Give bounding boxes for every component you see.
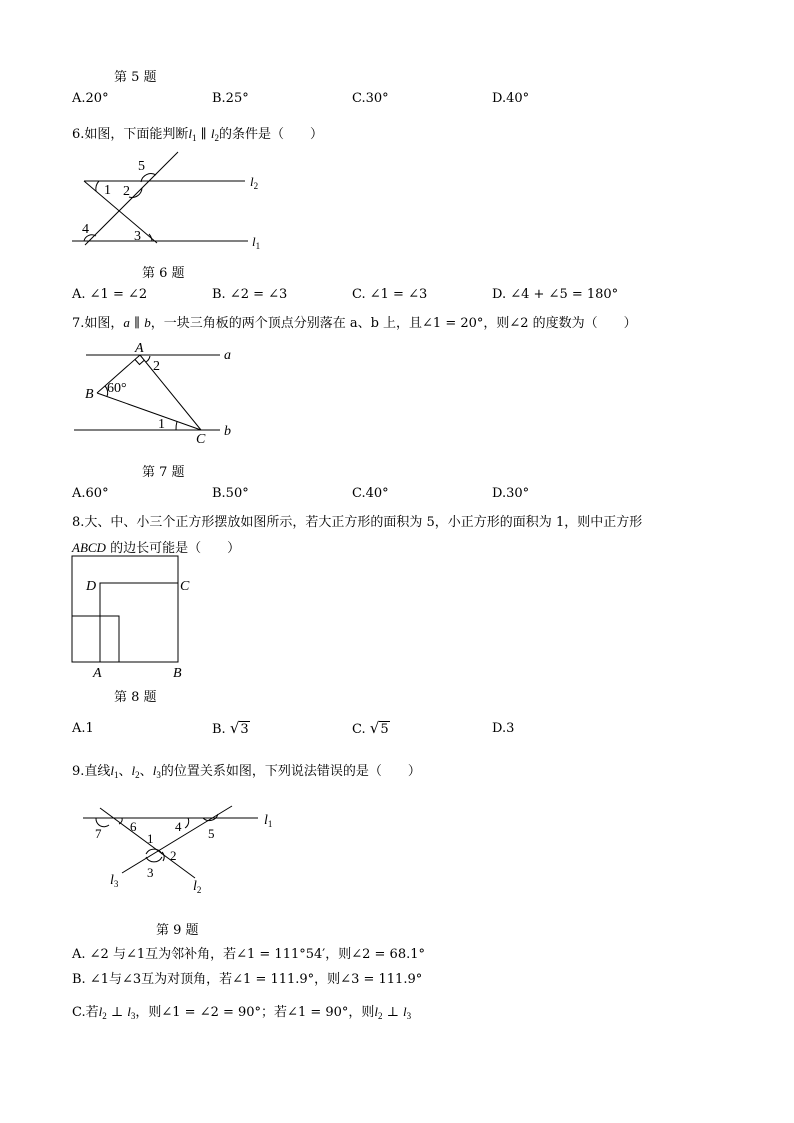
q8-label-A: A (93, 666, 102, 681)
q9-label-l3: $l_3$ (110, 873, 119, 889)
q6-option-a: A. ∠1 = ∠2 (72, 287, 148, 302)
q9-caption: 第 9 题 (156, 923, 199, 938)
q7-label-A: A (135, 341, 144, 356)
q9-option-a: A. ∠2 与∠1互为邻补角，若∠1 = 111°54′，则∠2 = 68.1° (72, 947, 426, 962)
q5-option-b: B.25° (212, 91, 249, 106)
q7-option-a: A.60° (72, 486, 109, 501)
q7-label-a: a (224, 348, 231, 363)
q6-label-l2: $l_2$ (250, 174, 259, 191)
q8-option-c: C. √5 (352, 719, 389, 737)
q7-stem: 7.如图，a ∥ b，一块三角板的两个顶点分别落在 a、b 上，且∠1 = 20°，则∠2 的度数为（ ） (72, 315, 637, 331)
q9-option-b: B. ∠1与∠3互为对顶角，若∠1 = 111.9°，则∠3 = 111.9° (72, 972, 423, 987)
q8-caption: 第 8 题 (114, 690, 157, 705)
q9-label-4: 4 (175, 819, 182, 834)
q9-arc-3 (146, 857, 162, 862)
q7-label-1: 1 (158, 417, 165, 432)
q6-option-d: D. ∠4 + ∠5 = 180° (492, 287, 619, 302)
q9-label-5: 5 (208, 826, 215, 841)
q6-label-1: 1 (104, 183, 111, 198)
q6-option-b: B. ∠2 = ∠3 (212, 287, 288, 302)
q9-label-7: 7 (95, 826, 102, 841)
q6-label-3: 3 (134, 229, 141, 244)
q8-label-B: B (173, 666, 182, 681)
q9-arc-4 (185, 818, 189, 828)
q8-option-d: D.3 (492, 721, 515, 736)
q7-caption: 第 7 题 (142, 465, 185, 480)
q7-label-b: b (224, 424, 231, 439)
q9-label-l1: $l_1$ (264, 813, 273, 829)
q6-stem: 6.如图，下面能判断$l_1$ ∥ $l_2$的条件是（ ） (72, 126, 323, 143)
q6-label-2: 2 (123, 184, 130, 199)
q5-option-c: C.30° (352, 91, 389, 106)
q6-option-c: C. ∠1 = ∠3 (352, 287, 428, 302)
q9-arc-6 (119, 818, 122, 824)
q8-stem-line1: 8.大、中、小三个正方形摆放如图所示，若大正方形的面积为 5，小正方形的面积为 1，则中正方形 (72, 515, 643, 530)
q7-option-d: D.30° (492, 486, 530, 501)
q5-option-d: D.40° (492, 91, 530, 106)
q8-label-C: C (180, 579, 190, 594)
q9-option-c: C.若$l_2$ ⊥ $l_3$，则∠1 = ∠2 = 90°；若∠1 = 90°，则$l_2$ ⊥ $l_3$ (72, 1004, 412, 1021)
q9-label-l2: $l_2$ (193, 879, 202, 895)
q9-line-l3 (122, 806, 232, 873)
q9-label-2: 2 (170, 848, 177, 863)
q8-option-b: B. √3 (212, 719, 249, 737)
q8-label-D: D (86, 579, 97, 594)
q9-label-1: 1 (147, 831, 154, 846)
q6-label-5: 5 (138, 159, 145, 174)
q9-label-6: 6 (130, 819, 137, 834)
q8-stem-line2: ABCD 的边长可能是（ ） (72, 540, 241, 556)
q6-label-4: 4 (82, 222, 89, 237)
q7-label-B: B (85, 387, 94, 402)
q7-label-2: 2 (153, 359, 160, 374)
q6-caption: 第 6 题 (142, 266, 185, 281)
q8-option-a: A.1 (72, 721, 94, 736)
q7-label-C: C (196, 432, 206, 447)
q7-label-60: 60° (107, 381, 127, 396)
q5-option-a: A.20° (72, 91, 109, 106)
q6-label-l1: $l_1$ (252, 234, 261, 251)
q9-label-3: 3 (147, 865, 154, 880)
q7-option-b: B.50° (212, 486, 249, 501)
q9-stem: 9.直线$l_1$、$l_2$、$l_3$的位置关系如图，下列说法错误的是（ ） (72, 763, 421, 780)
q5-caption: 第 5 题 (114, 70, 157, 85)
q7-option-c: C.40° (352, 486, 389, 501)
